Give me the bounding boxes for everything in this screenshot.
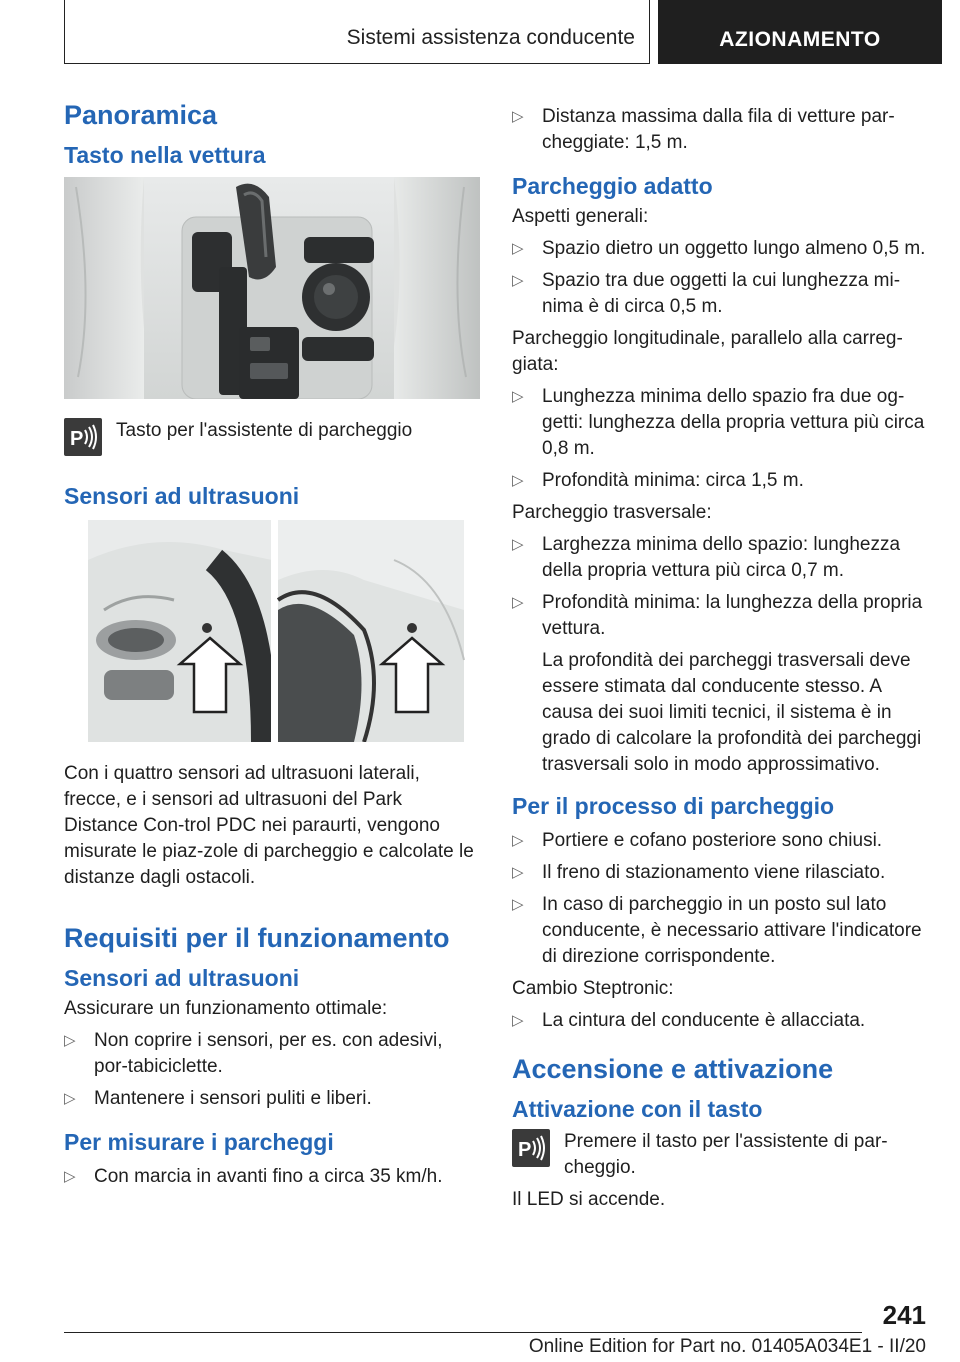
heading-requirements: Requisiti per il funzionamento bbox=[64, 922, 450, 953]
header-section-box bbox=[64, 0, 650, 64]
list-item: ▷ Il freno di stazionamento viene rilasciato. bbox=[512, 860, 932, 886]
bullet-icon: ▷ bbox=[512, 863, 524, 881]
bullet-icon: ▷ bbox=[512, 593, 524, 611]
parallel-label: Parcheggio longitudinale, parallelo alla carreg-giata: bbox=[512, 327, 903, 375]
page-number: 241 bbox=[882, 1300, 926, 1330]
header-chapter-tab[interactable] bbox=[658, 0, 942, 64]
center-console-figure bbox=[64, 177, 480, 404]
measure-list bbox=[64, 1164, 480, 1190]
sensors2-intro: Assicurare un funzionamento ottimale: bbox=[64, 997, 388, 1019]
list-item: ▷ Spazio dietro un oggetto lungo almeno 0,5 m. bbox=[512, 236, 932, 262]
list-item: ▷ Distanza massima dalla fila di vetture par-cheggiate: 1,5 m. bbox=[512, 106, 895, 153]
center-console-image bbox=[64, 177, 480, 399]
process-list bbox=[512, 828, 932, 970]
list-item: ▷ Mantenere i sensori puliti e liberi. bbox=[64, 1086, 480, 1112]
heading-activation: Accensione e attivazione bbox=[512, 1053, 834, 1084]
car-sensors-figure bbox=[64, 520, 480, 747]
heading-overview: Panoramica bbox=[64, 100, 218, 130]
header-section-title: Sistemi assistenza conducente bbox=[346, 26, 635, 49]
heading-ultrasonic-sensors-2: Sensori ad ultrasuoni bbox=[64, 964, 300, 991]
activation-button-row bbox=[512, 1129, 932, 1181]
heading-activation-button: Attivazione con il tasto bbox=[512, 1095, 763, 1122]
heading-ultrasonic-sensors: Sensori ad ultrasuoni bbox=[64, 482, 300, 509]
general-list bbox=[512, 236, 932, 320]
list-item: ▷ La cintura del conducente è allacciata. bbox=[512, 1008, 932, 1034]
list-item: ▷ Con marcia in avanti fino a circa 35 km/h. bbox=[64, 1164, 480, 1190]
parking-assistant-caption: Tasto per l'assistente di parcheggio bbox=[116, 419, 413, 441]
bullet-icon: ▷ bbox=[64, 1089, 76, 1107]
activation-text: Premere il tasto per l'assistente di par-cheggio. bbox=[564, 1130, 888, 1178]
bullet-icon: ▷ bbox=[512, 108, 524, 125]
bullet-icon: ▷ bbox=[64, 1031, 76, 1049]
parallel-list bbox=[512, 384, 932, 494]
heading-button-in-car: Tasto nella vettura bbox=[64, 142, 266, 169]
bullet-icon: ▷ bbox=[512, 271, 524, 289]
car-sensors-image bbox=[64, 520, 480, 742]
sensors2-list bbox=[64, 1028, 480, 1112]
footer-divider bbox=[64, 1332, 862, 1333]
svg-text:P: P bbox=[518, 1138, 532, 1161]
list-item: ▷ Non coprire i sensori, per es. con adesivi, por-tabiciclette. bbox=[64, 1029, 443, 1077]
sensors-description: Con i quattro sensori ad ultrasuoni laterali, frecce, e i sensori ad ultrasuoni del Park Distance Con-trol PDC nei paraurti, vengono misurate le piaz-zole di parcheggio e calcolate le distanze dagli ostacoli. bbox=[64, 762, 474, 888]
heading-measure-spaces: Per misurare i parcheggi bbox=[64, 1128, 334, 1155]
transverse-label: Parcheggio trasversale: bbox=[512, 501, 712, 523]
edition-note: Online Edition for Part no. 01405A034E1 - II/20 bbox=[528, 1336, 926, 1357]
bullet-icon: ▷ bbox=[512, 1011, 524, 1029]
bullet-icon: ▷ bbox=[512, 239, 524, 257]
transverse-list bbox=[512, 532, 932, 642]
bullet-icon: ▷ bbox=[512, 831, 524, 849]
list-item: ▷ Profondità minima: circa 1,5 m. bbox=[512, 468, 932, 494]
transverse-note: La profondità dei parcheggi trasversali deve essere stimata dal conducente stesso. A causa dei suoi limiti tecnici, il sistema è in grado di calcolare la profondità dei parcheggi trasversali solo in modo approssimativo. bbox=[542, 649, 922, 775]
measure-list-continued bbox=[512, 104, 932, 156]
list-item: ▷ Lunghezza minima dello spazio fra due og-getti: lunghezza della propria vettura più circa 0,8 m. bbox=[512, 385, 925, 459]
list-item: ▷ Profondità minima: la lunghezza della propria vettura. bbox=[512, 591, 923, 639]
bullet-icon: ▷ bbox=[512, 471, 524, 489]
list-item: ▷ In caso di parcheggio in un posto sul lato conducente, è necessario attivare l'indicatore di direzione corrispondente. bbox=[512, 893, 922, 967]
header-chapter-title: AZIONAMENTO bbox=[719, 28, 881, 51]
svg-text:P: P bbox=[70, 427, 84, 450]
list-item: ▷ Larghezza minima dello spazio: lunghezza della propria vettura più circa 0,7 m. bbox=[512, 533, 901, 581]
bullet-icon: ▷ bbox=[512, 895, 524, 913]
steptronic-label: Cambio Steptronic: bbox=[512, 977, 674, 999]
right-column bbox=[512, 104, 932, 1219]
parking-assistant-button-row bbox=[64, 418, 480, 456]
general-label: Aspetti generali: bbox=[512, 205, 649, 227]
parking-assistant-icon bbox=[64, 418, 102, 456]
parking-assistant-icon bbox=[512, 1129, 550, 1167]
bullet-icon: ▷ bbox=[512, 535, 524, 553]
left-column bbox=[64, 98, 480, 1196]
bullet-icon: ▷ bbox=[512, 387, 524, 405]
heading-suitable-parking: Parcheggio adatto bbox=[512, 173, 713, 199]
steptronic-list bbox=[512, 1008, 932, 1034]
list-item: ▷ Portiere e cofano posteriore sono chiusi. bbox=[512, 828, 932, 854]
list-item: ▷ Spazio tra due oggetti la cui lunghezza mi-nima è di circa 0,5 m. bbox=[512, 269, 901, 317]
bullet-icon: ▷ bbox=[64, 1167, 76, 1185]
heading-parking-process: Per il processo di parcheggio bbox=[512, 792, 835, 819]
led-text: Il LED si accende. bbox=[512, 1188, 666, 1210]
